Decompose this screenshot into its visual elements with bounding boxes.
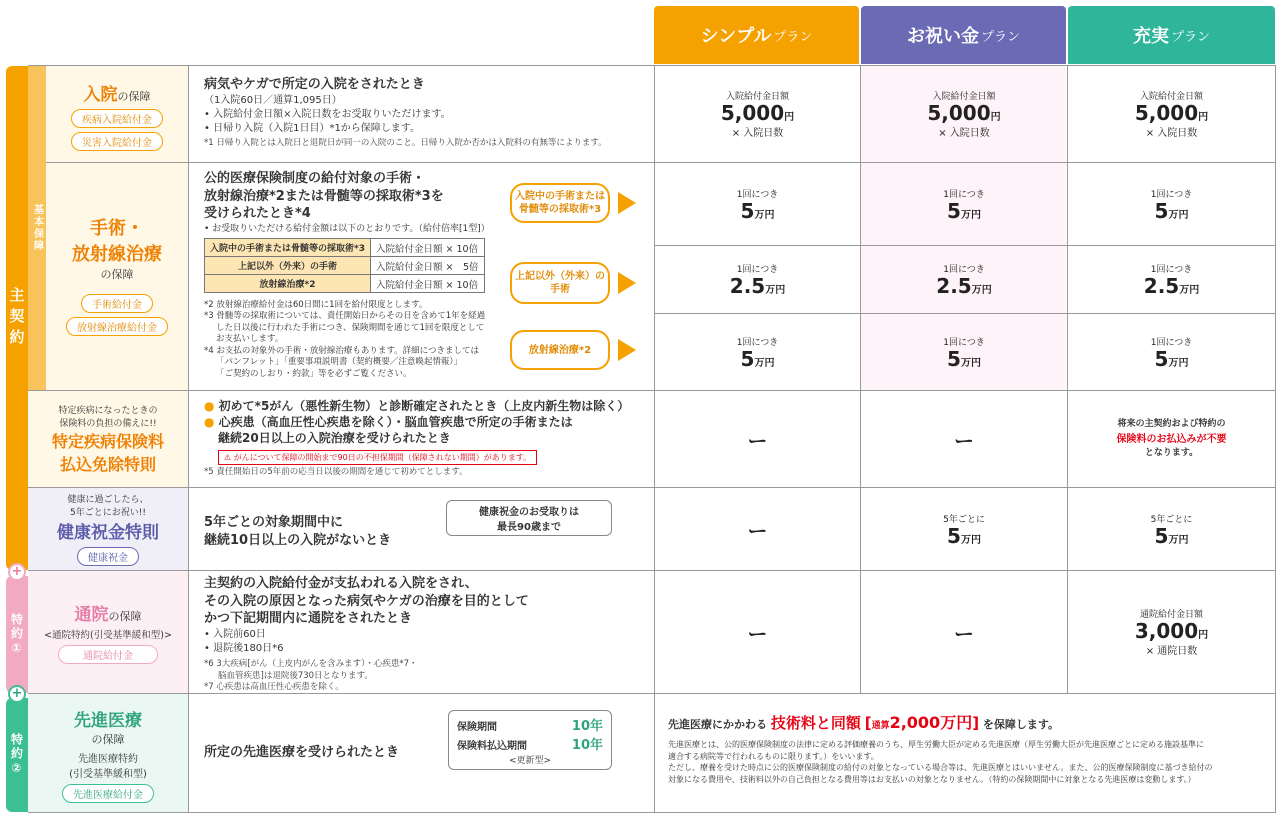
advanced-heading: 所定の先進医療を受けられたとき: [204, 745, 400, 760]
cell-amount: [741, 200, 775, 222]
surgery-cell-full-2: [1068, 246, 1275, 313]
period-value: 10年: [571, 719, 603, 734]
dash: ー: [747, 428, 768, 453]
cell-label: 入院給付金日額: [932, 92, 996, 102]
pay-value: 10年: [571, 738, 603, 753]
arrow-right-icon: [618, 339, 636, 361]
waiver-full-emph: 保険料のお払込みが不要: [1116, 433, 1227, 445]
amount-unit: 円: [1198, 112, 1209, 123]
amount-value: 2.5: [729, 274, 766, 298]
health-pre: 健康に過ごしたら、: [67, 495, 149, 505]
health-pill: 健康祝金: [77, 547, 139, 566]
rider1-bar: [6, 576, 28, 693]
surgery-cell-celebration-2: [861, 246, 1067, 313]
cell-sub: × 入院日数: [938, 128, 990, 139]
amount-value: 5: [740, 198, 755, 223]
hospital-description: [204, 76, 650, 149]
health-pre: 5年ごとにお祝い!!: [70, 508, 146, 518]
cell-amount: [721, 102, 794, 124]
renew-label: <更新型>: [508, 756, 552, 766]
period-label: 保険期間: [457, 722, 497, 733]
health-title: [28, 492, 188, 566]
surgery-note: お支払いします。: [216, 334, 284, 345]
waiver-bullet-text: 心疾患（高血圧性心疾患を除く）・脳血管疾患で所定の手術または: [218, 415, 573, 430]
amount-value: 5: [947, 346, 961, 371]
advanced-description: [204, 744, 444, 762]
rider2-bar: [6, 698, 28, 812]
plan-name: お祝い金: [906, 26, 979, 47]
waiver-warning: [218, 450, 537, 465]
amount-value: 2.5: [1143, 274, 1180, 298]
waiver-description: [204, 398, 650, 479]
amount-value: 5: [947, 523, 961, 548]
amount-value: 5,000: [720, 101, 785, 125]
amount-unit: 円: [1198, 630, 1209, 641]
waiver-pre: 保険料の負担の備えに!!: [59, 419, 157, 429]
health-age-box: [446, 500, 612, 536]
period-row: [457, 715, 603, 734]
amount-value: 5,000: [1134, 101, 1199, 125]
waiver-cell-simple: [655, 391, 860, 487]
amount-unit: 万円: [960, 357, 981, 369]
plan-name: シンプル: [700, 26, 772, 47]
surgery-cell-celebration-3: [861, 314, 1067, 390]
outpatient-heading: その入院の原因となった病気やケガの治療を目的として: [204, 593, 529, 609]
surgery-description: [204, 170, 504, 235]
plus-icon: [8, 685, 26, 703]
cell-label: 1回につき: [736, 337, 779, 348]
health-cell-simple: [655, 488, 860, 570]
amount-value: 5: [1154, 346, 1169, 371]
outpatient-cell-simple: [655, 571, 860, 693]
table-value: 入院給付金日額 × 10倍: [370, 239, 484, 257]
hospital-note: *1 日帰り入院とは入院日と退院日が同一の入院のこと。日帰り入院か否かは入院料の有無等によります。: [204, 137, 607, 148]
plan-suffix: プラン: [980, 29, 1020, 45]
warning-icon: ⚠: [224, 452, 232, 462]
outpatient-title-suffix: の保障: [108, 610, 142, 623]
advanced-title-main: 先進医療: [74, 710, 142, 731]
waiver-bullet: ● 心疾患（高血圧性心疾患を除く）・脳血管疾患で所定の手術または: [204, 415, 573, 430]
surgery-notes: [204, 300, 504, 380]
waiver-note: *5 責任開始日の5年前の応当日以後の期間を通じて初めてとします。: [204, 466, 468, 477]
plan-header-simple: [654, 6, 859, 64]
plan-header-celebration: [861, 6, 1066, 64]
outpatient-heading: 主契約の入院給付金が支払われる入院をされ、: [204, 576, 478, 591]
surgery-cell-simple-2: [655, 246, 860, 313]
table-key: 放射線治療*2: [205, 275, 371, 293]
advanced-title-suffix: の保障: [91, 732, 125, 746]
cell-label: 1回につき: [943, 189, 985, 200]
cell-amount: [741, 348, 775, 370]
cell-amount: [730, 275, 785, 297]
hospital-heading: 病気やケガで所定の入院をされたとき: [204, 77, 425, 92]
outpatient-cell-full: [1068, 571, 1275, 693]
pay-label: 保険料払込期間: [457, 741, 527, 752]
outpatient-note: *6 3大疾病[がん（上皮内がんを含みます）・心疾患*7・: [204, 658, 418, 669]
dash: ー: [747, 518, 768, 543]
outpatient-title: [28, 590, 188, 674]
waiver-bullet-text: 初めて*5がん（悪性新生物）と診断確定されたとき（上皮内新生物は除く）: [218, 399, 630, 413]
advanced-title: [28, 700, 188, 808]
advanced-explanation: [668, 739, 1268, 785]
waiver-full-line: となります。: [1144, 447, 1199, 458]
waiver-title: [28, 396, 188, 482]
hospital-cell-simple: [655, 66, 860, 162]
cell-amount: [1144, 275, 1199, 297]
dash: ー: [747, 621, 768, 646]
table-row: [205, 275, 485, 293]
surgery-note: *3 骨髄等の採取術については、責任開始日からその日を含めて1年を経過: [204, 311, 486, 322]
table-key: 上記以外（外来）の手術: [205, 257, 371, 275]
hospital-title: [46, 70, 188, 160]
arrow-right-icon: [618, 192, 636, 214]
cell-amount: [947, 200, 981, 222]
hospital-line: • 日帰り入院（入院1日目）*1から保障します。: [204, 122, 421, 134]
amount-unit: 万円: [1179, 285, 1200, 296]
surgery-heading: 公的医療保険制度の給付対象の手術・: [204, 171, 426, 186]
health-title-main: 健康祝金特則: [57, 523, 159, 543]
amount-unit: 万円: [960, 209, 981, 221]
outpatient-heading: かつ下記期間内に通院をされたとき: [204, 611, 413, 627]
advanced-lead: [668, 710, 1268, 733]
health-box-line: 最長90歳まで: [497, 522, 561, 533]
cell-label: 1回につき: [943, 265, 985, 275]
waiver-pre: 特定疾病になったときの: [58, 406, 158, 416]
amount-unit: 万円: [1168, 534, 1189, 546]
cell-label: 通院給付金日額: [1139, 610, 1203, 620]
rider2-label: 特約②: [9, 733, 24, 777]
advanced-sub: (引受基準緩和型): [69, 768, 147, 780]
amount-unit: 万円: [960, 534, 981, 546]
waiver-cell-full: [1068, 391, 1275, 487]
health-heading: 5年ごとの対象期間中に: [204, 515, 344, 530]
cell-amount: [947, 348, 981, 370]
cell-label: 1回につき: [1150, 189, 1193, 200]
surgery-pill: 手術給付金: [81, 294, 153, 313]
surgery-title: [46, 170, 188, 380]
plan-header-full: [1068, 6, 1275, 64]
outpatient-note: 脳血管疾患]は退院後730日となります。: [218, 670, 373, 681]
main-contract-label: 主契約: [7, 286, 26, 350]
advanced-sub: 先進医療特約: [78, 753, 138, 765]
health-description: [204, 514, 464, 549]
surgery-title-line1: 手術・: [90, 218, 144, 239]
amount-unit: 万円: [1168, 209, 1189, 221]
main-contract-bar: [6, 66, 28, 570]
hospital-line: （1入院60日／通算1,095日）: [204, 94, 342, 106]
cell-amount: [1135, 620, 1208, 642]
surgery-note: *4 お支払の対象外の手術・放射線治療もあります。詳細につきましては: [204, 345, 480, 356]
surgery-note: *2 放射線治療給付金は60日間に1回を給付限度とします。: [204, 300, 428, 310]
arrow-right-icon: [618, 272, 636, 294]
waiver-full-line: 将来の主契約および特約の: [1117, 419, 1226, 429]
cell-amount: [927, 102, 1000, 124]
surgery-cell-full-1: [1068, 163, 1275, 245]
grid-line: [28, 812, 1276, 813]
cell-label: 1回につき: [736, 189, 779, 200]
rider1-label: 特約①: [9, 612, 24, 657]
hospital-pill-accident: 災害入院給付金: [71, 132, 163, 151]
cell-amount: [936, 275, 991, 297]
cell-label: 5年ごとに: [1150, 514, 1193, 525]
amount-value: 5: [740, 346, 755, 371]
cell-amount: [1135, 102, 1208, 124]
outpatient-line: • 入院前60日: [204, 628, 266, 640]
surgery-note: 「ご契約のしおり・約款」等を必ずご覧ください。: [216, 368, 412, 379]
amount-value: 3,000: [1134, 619, 1199, 643]
cell-sub: × 入院日数: [731, 128, 784, 139]
table-value: 入院給付金日額 × 5倍: [370, 257, 484, 275]
outpatient-sub: <通院特約(引受基準緩和型)>: [44, 630, 172, 641]
table-key: 入院中の手術または骨髄等の採取術*3: [205, 239, 371, 257]
advanced-total-label: 通算: [871, 721, 890, 731]
advanced-tail: を保障します。: [982, 718, 1060, 731]
basic-coverage-bar: [28, 66, 46, 390]
waiver-cell-celebration: [861, 391, 1067, 487]
cell-label: 入院給付金日額: [725, 92, 789, 102]
outpatient-note: *7 心疾患は高血圧性心疾患を除く。: [204, 682, 344, 693]
plus-glyph: +: [11, 564, 23, 579]
amount-unit: 万円: [971, 285, 992, 296]
arrow-label-radiation: 放射線治療*2: [510, 330, 610, 370]
hospital-pill-illness: 疾病入院給付金: [71, 109, 163, 128]
surgery-cell-simple-3: [655, 314, 860, 390]
arrow-label-inpatient-surgery: 入院中の手術または骨髄等の採取術*3: [510, 183, 610, 223]
cell-amount: [947, 525, 981, 547]
multiplier-table: [204, 238, 485, 293]
grid-line: [1275, 65, 1276, 813]
cell-amount: [1155, 200, 1189, 222]
surgery-line: • お受取りいただける給付金額は以下のとおりです。（給付倍率[1型]）: [204, 223, 490, 234]
surgery-title-line2: 放射線治療: [72, 244, 162, 265]
cell-amount: [1155, 525, 1189, 547]
cell-amount: [1155, 348, 1189, 370]
table-row: [205, 257, 485, 275]
basic-coverage-label: 基本保障: [31, 204, 43, 252]
health-box-line: 健康祝金のお受取りは: [479, 507, 579, 518]
surgery-note: 「パンフレット」「重要事項説明書（契約概要／注意喚起情報）」: [216, 357, 463, 368]
advanced-lead-text: 先進医療にかかわる: [668, 718, 767, 731]
advanced-total-bracket: [通算2,000万円]: [864, 713, 980, 732]
outpatient-description: [204, 575, 650, 694]
waiver-title-line2: 払込免除特則: [59, 455, 156, 474]
arrow-label-outpatient-surgery: 上記以外（外来）の手術: [510, 262, 610, 304]
plan-suffix: プラン: [1170, 29, 1210, 45]
cell-label: 1回につき: [943, 337, 985, 348]
advanced-exp-line: 適合する病院等で行われるものに限ります。）をいいます。: [668, 751, 879, 761]
amount-unit: 万円: [754, 209, 775, 221]
amount-value: 5,000: [927, 101, 991, 125]
surgery-cell-full-3: [1068, 314, 1275, 390]
surgery-cell-simple-1: [655, 163, 860, 245]
amount-unit: 万円: [1168, 357, 1189, 369]
amount-value: 5: [1154, 198, 1169, 223]
pay-row: [457, 734, 603, 753]
hospital-title-main: 入院: [83, 84, 118, 105]
advanced-period-box: [448, 710, 612, 770]
surgery-heading: 放射線治療*2または骨髄等の採取術*3を: [204, 188, 444, 204]
radiation-pill: 放射線治療給付金: [66, 317, 168, 336]
advanced-exp-line: 対象になる費用や、技術料以外の自己負担となる費用等はお支払いの対象となりません。（特約の保険期間中に対象となる先進医療は変動します。）: [668, 774, 1196, 784]
amount-unit: 円: [990, 112, 1001, 123]
amount-unit: 万円: [765, 285, 786, 296]
amount-unit: 円: [784, 112, 795, 123]
plan-suffix: プラン: [773, 29, 813, 45]
health-cell-full: [1068, 488, 1275, 570]
advanced-exp-line: ただし、療養を受けた時点に公的医療保険制度の給付の対象となっている場合等は、先進医療とはいいません。また、公的医療保険制度に基づき給付の: [668, 763, 1213, 773]
amount-value: 5: [1154, 523, 1169, 548]
cell-label: 1回につき: [1150, 265, 1193, 275]
health-heading: 継続10日以上の入院がないとき: [204, 532, 392, 548]
outpatient-title-main: 通院: [74, 605, 109, 625]
surgery-cell-celebration-1: [861, 163, 1067, 245]
advanced-merged-cell: [668, 710, 1268, 785]
hospital-cell-full: [1068, 66, 1275, 162]
cell-label: 入院給付金日額: [1139, 92, 1203, 102]
table-row: [205, 239, 485, 257]
plan-name: 充実: [1132, 26, 1169, 47]
outpatient-line: • 退院後180日*6: [204, 642, 284, 654]
surgery-title-suffix: の保障: [100, 268, 134, 281]
amount-unit: 万円: [754, 357, 775, 369]
advanced-pill: 先進医療給付金: [62, 784, 154, 803]
advanced-exp-line: 先進医療とは、公的医療保険制度の法律に定める評価療養のうち、厚生労働大臣が定める先進医療（厚生労働大臣が先進医療ごとに定める施設基準に: [668, 740, 1204, 749]
cell-label: 5年ごとに: [943, 514, 985, 525]
waiver-title-line1: 特定疾病保険料: [51, 432, 164, 451]
advanced-total-value: 2,000万円: [889, 713, 973, 732]
plus-glyph: +: [11, 686, 23, 701]
health-cell-celebration: [861, 488, 1067, 570]
hospital-line: • 入院給付金日額×入院日数をお受取りいただけます。: [204, 108, 451, 120]
table-value: 入院給付金日額 × 10倍: [370, 275, 484, 293]
dash: ー: [954, 621, 974, 646]
amount-value: 2.5: [936, 274, 972, 298]
dash: ー: [954, 428, 974, 453]
grid-line: [188, 65, 189, 813]
cell-label: 1回につき: [1150, 337, 1193, 348]
waiver-bullet: ● 初めて*5がん（悪性新生物）と診断確定されたとき（上皮内新生物は除く）: [204, 399, 630, 413]
hospital-cell-celebration: [861, 66, 1067, 162]
waiver-bullet-cont: 継続20日以上の入院治療を受けられたとき: [218, 431, 451, 446]
cell-sub: × 通院日数: [1145, 646, 1198, 657]
surgery-heading: 受けられたとき*4: [204, 206, 311, 222]
surgery-note: した日以後に行われた手術につき、保険期間を通じて1回を限度として: [216, 322, 485, 333]
plus-icon: [8, 563, 26, 581]
advanced-emph: 技術料と同額: [770, 714, 861, 732]
cell-sub: × 入院日数: [1145, 128, 1198, 139]
amount-value: 5: [947, 198, 961, 223]
hospital-title-suffix: の保障: [117, 89, 151, 103]
warning-text: がんについて保障の開始まで90日の不担保期間（保障されない期間）があります。: [233, 452, 532, 462]
cell-label: 1回につき: [736, 265, 779, 275]
outpatient-pill: 通院給付金: [58, 645, 158, 664]
outpatient-cell-celebration: [861, 571, 1067, 693]
